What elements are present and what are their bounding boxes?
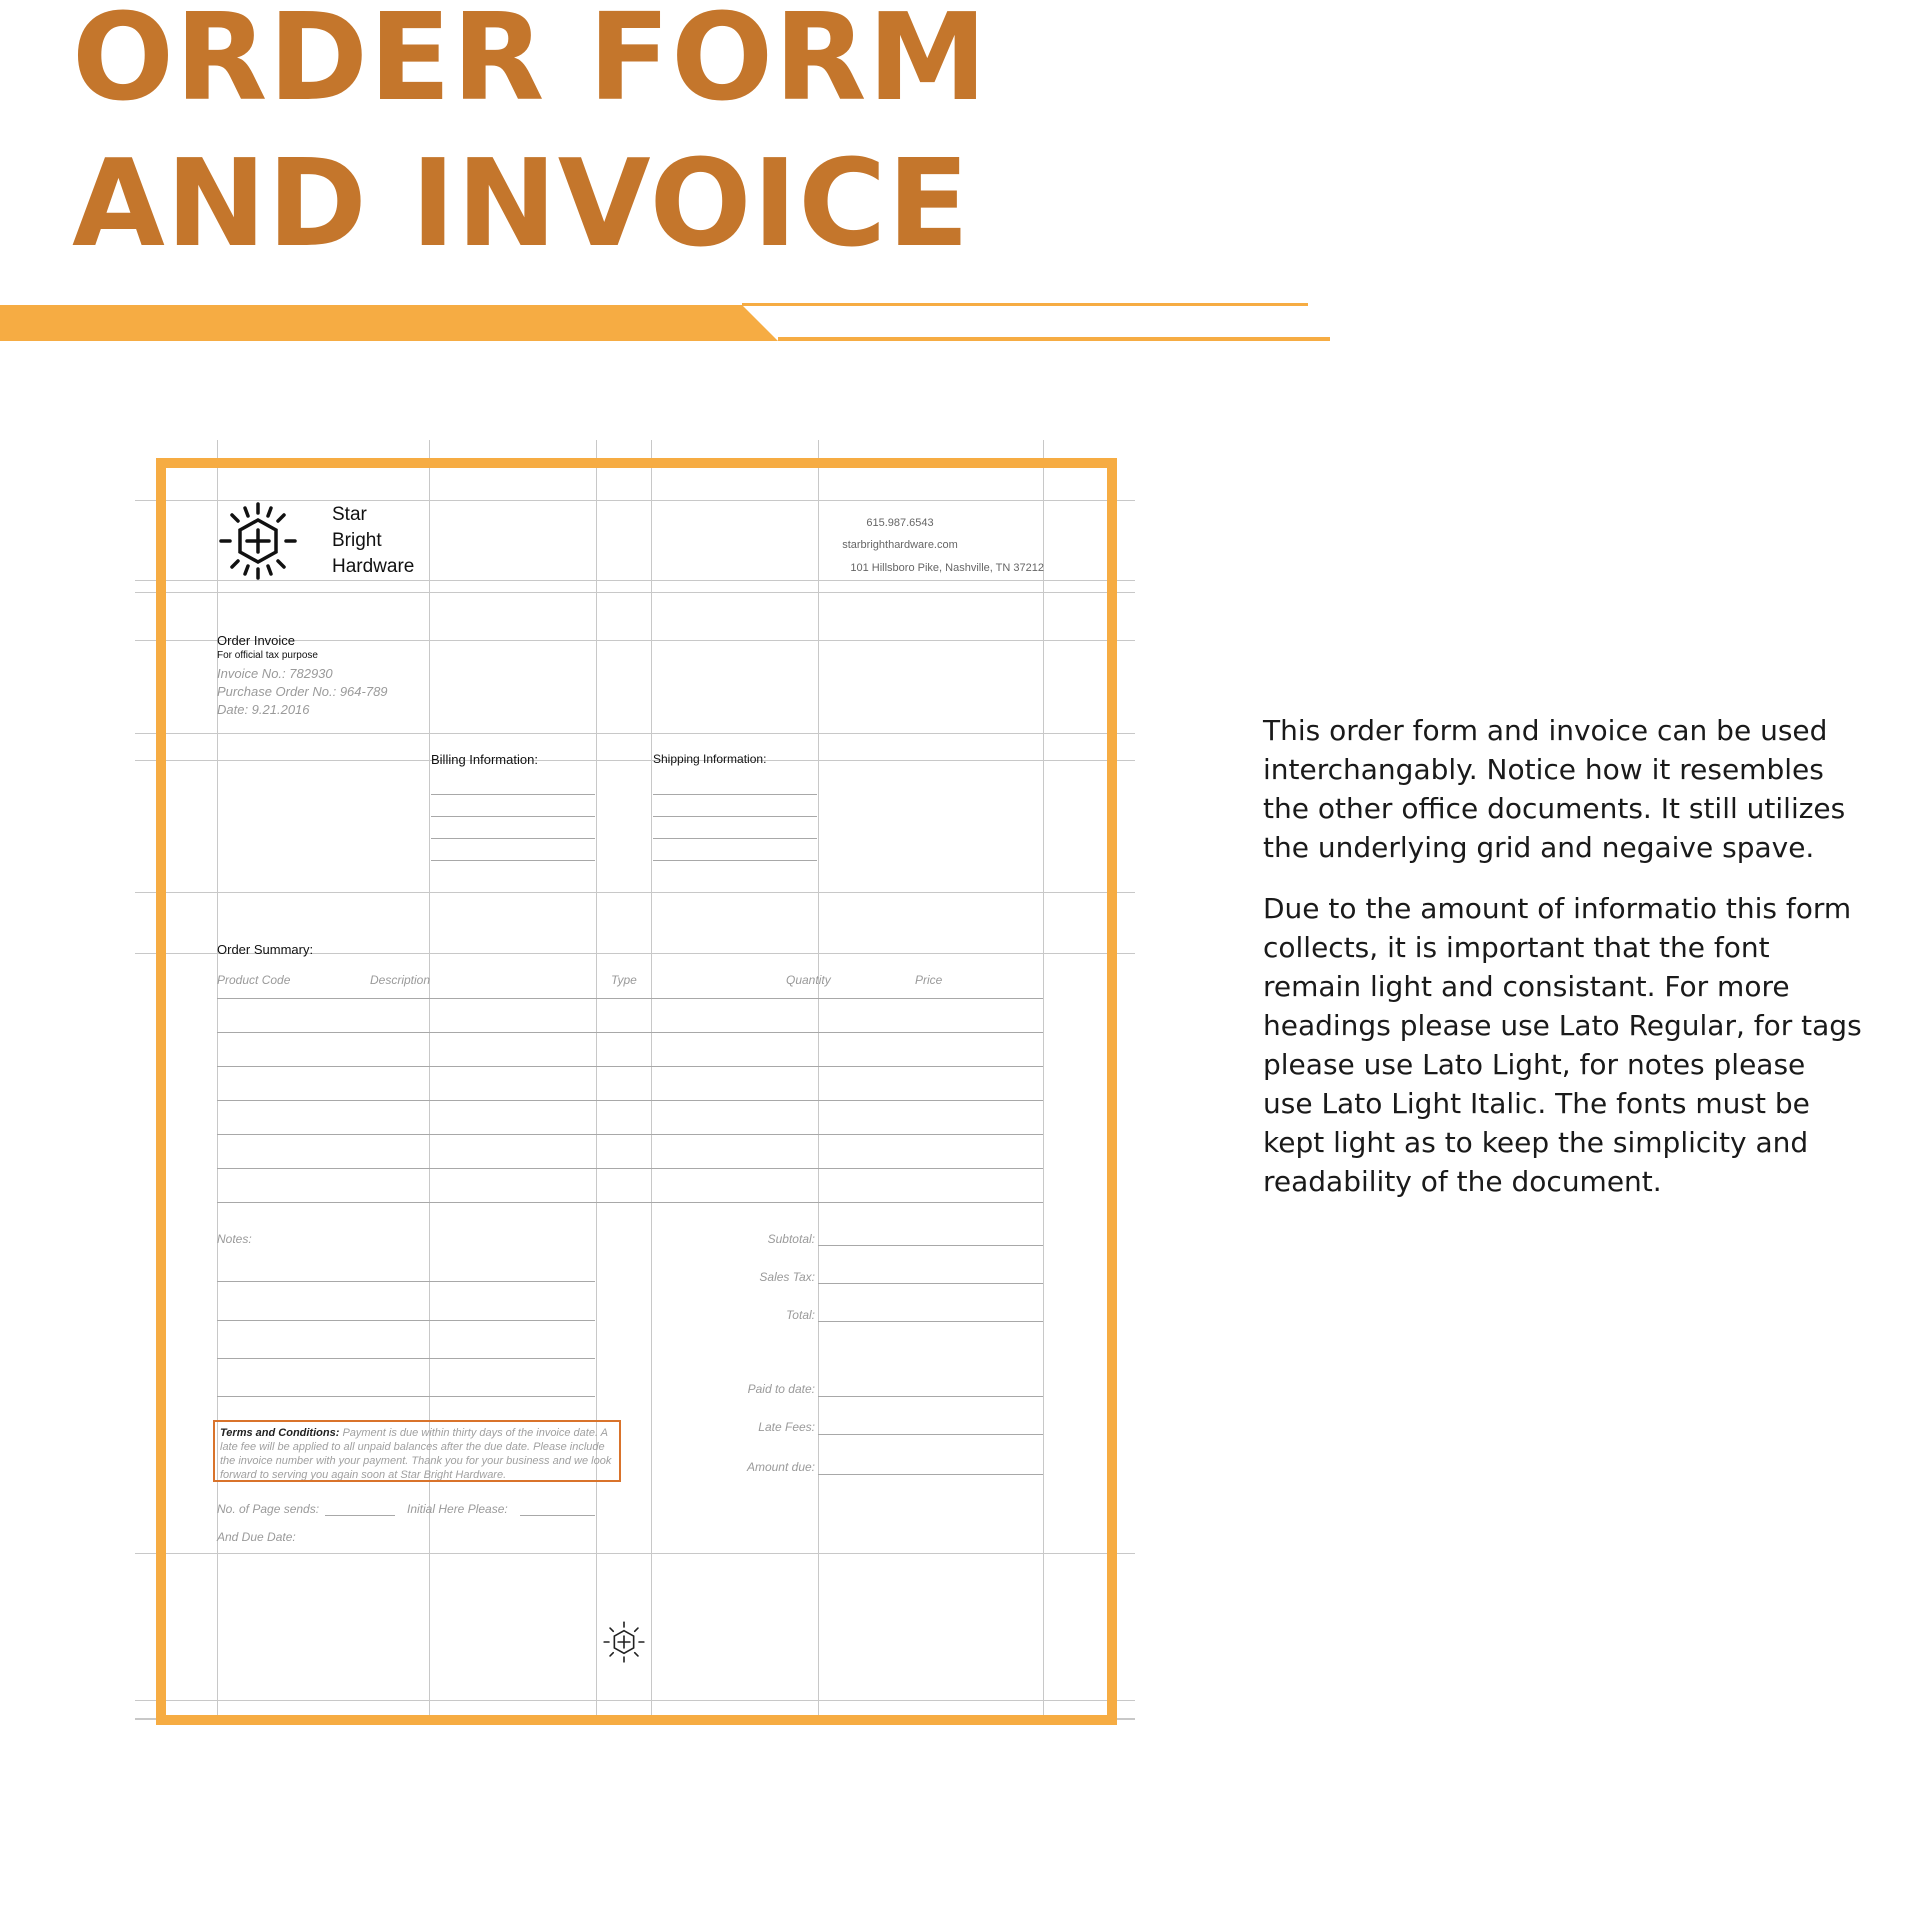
description-paragraph: Due to the amount of informatio this form collects, it is important that the font remain light and consistant. For more headings please use Lato Regular, for tags please use Lato Light, for notes please use Lato Light Italic. The fonts must be kept light as to keep the simplicity and readability of the document. (1263, 892, 1862, 1198)
amount-due-field[interactable] (818, 1474, 1043, 1475)
page-title (72, 0, 988, 278)
order-row-line[interactable] (217, 1168, 1043, 1169)
notes-line[interactable] (217, 1320, 595, 1321)
due-date-label: And Due Date: (217, 1530, 296, 1544)
order-row-line[interactable] (217, 1032, 1043, 1033)
initial-here-label: Initial Here Please: (407, 1502, 508, 1516)
total-field[interactable] (818, 1321, 1043, 1322)
notes-line[interactable] (217, 1358, 595, 1359)
accent-banner (0, 295, 1330, 355)
pages-sent-label: No. of Page sends: (217, 1502, 320, 1516)
sun-hexagon-plus-icon (602, 1620, 646, 1664)
invoice-heading: Order Invoice (217, 633, 296, 648)
billing-line[interactable] (431, 860, 595, 861)
terms-body: Payment is due within thirty days of the invoice date. A late fee will be applied to all unpaid balances after the due date. Please include the invoice number with your payment. Thank you for your business and we look forward to serving you again soon at Star Bright Hardware. (220, 1427, 612, 1481)
notes-line[interactable] (217, 1281, 595, 1282)
terms-and-conditions (213, 1420, 621, 1482)
order-row-line[interactable] (217, 1202, 1043, 1203)
order-row-line[interactable] (217, 1100, 1043, 1101)
invoice-subheading: For official tax purpose (217, 650, 318, 661)
sales-tax-label: Sales Tax: (759, 1270, 815, 1284)
paid-to-date-label: Paid to date: (747, 1382, 815, 1396)
subtotal-field[interactable] (818, 1245, 1043, 1246)
paid-to-date-field[interactable] (818, 1396, 1043, 1397)
late-fees-field[interactable] (818, 1434, 1043, 1435)
company-name (332, 502, 414, 580)
column-header: Price (915, 973, 943, 987)
company-name-line: Hardware (332, 556, 415, 577)
description (1263, 711, 1863, 1223)
billing-label: Billing Information: (431, 752, 538, 767)
company-website: starbrighthardware.com (842, 539, 958, 551)
shipping-line[interactable] (653, 860, 817, 861)
purchase-order-number: Purchase Order No.: 964-789 (217, 684, 388, 699)
column-header: Type (611, 973, 637, 987)
page-frame (156, 458, 1117, 1725)
terms-title: Terms and Conditions: (220, 1427, 340, 1439)
column-header: Quantity (786, 973, 831, 987)
title-line-2: AND INVOICE (72, 135, 971, 274)
shipping-line[interactable] (653, 794, 817, 795)
sales-tax-field[interactable] (818, 1283, 1043, 1284)
order-row-line[interactable] (217, 998, 1043, 999)
order-row-line[interactable] (217, 1066, 1043, 1067)
title-line-1: ORDER FORM (72, 0, 988, 128)
initial-here-field[interactable] (520, 1515, 595, 1516)
sun-hexagon-plus-icon (217, 500, 299, 582)
column-header: Description (370, 973, 431, 987)
shipping-label: Shipping Information: (653, 752, 767, 766)
company-name-line: Star (332, 504, 367, 525)
billing-line[interactable] (431, 838, 595, 839)
notes-label: Notes: (217, 1232, 252, 1246)
shipping-line[interactable] (653, 816, 817, 817)
total-label: Total: (786, 1308, 815, 1322)
late-fees-label: Late Fees: (758, 1420, 815, 1434)
amount-due-label: Amount due: (746, 1460, 815, 1474)
company-address: 101 Hillsboro Pike, Nashville, TN 37212 (850, 562, 1044, 574)
subtotal-label: Subtotal: (767, 1232, 815, 1246)
company-name-line: Bright (332, 530, 382, 551)
column-header: Product Code (217, 973, 291, 987)
description-paragraph: This order form and invoice can be used interchangably. Notice how it resembles the other office documents. It still utilizes the underlying grid and negaive spave. (1263, 714, 1846, 864)
order-row-line[interactable] (217, 1134, 1043, 1135)
pages-sent-field[interactable] (325, 1515, 395, 1516)
order-form-preview (135, 440, 1135, 1720)
notes-line[interactable] (217, 1396, 595, 1397)
shipping-line[interactable] (653, 838, 817, 839)
invoice-number: Invoice No.: 782930 (217, 666, 333, 681)
order-summary-heading: Order Summary: (217, 942, 314, 957)
billing-line[interactable] (431, 794, 595, 795)
company-phone: 615.987.6543 (866, 517, 934, 529)
billing-line[interactable] (431, 816, 595, 817)
invoice-date: Date: 9.21.2016 (217, 702, 310, 717)
